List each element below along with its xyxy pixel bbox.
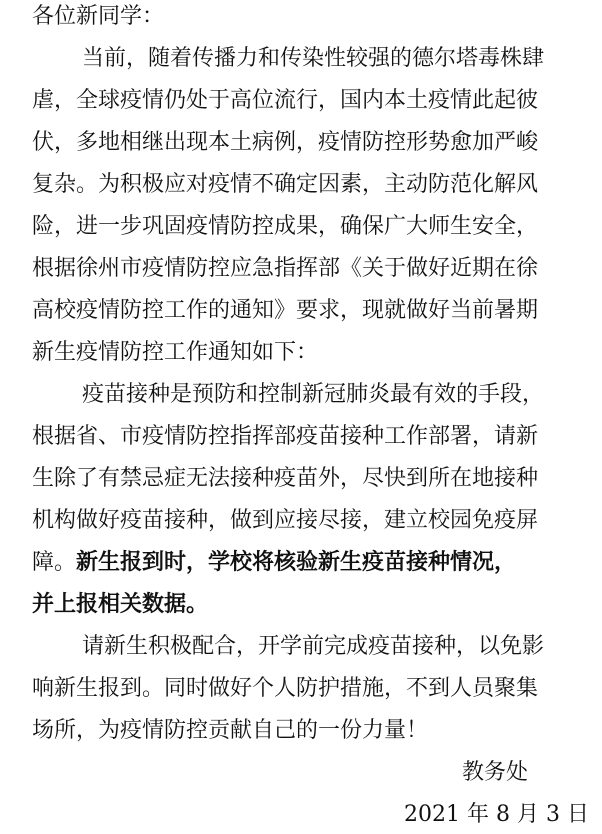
paragraph-3-line-3: 场所，为疫情防控贡献自己的一份力量！ — [32, 718, 429, 743]
paragraph-2-line-6-bold: 并上报相关数据。 — [32, 592, 209, 617]
paragraph-1-line-6: 根据徐州市疫情防控应急指挥部《关于做好近期在徐 — [32, 256, 539, 281]
paragraph-1-line-8: 新生疫情防控工作通知如下： — [32, 340, 319, 365]
salutation: 各位新同学： — [32, 4, 165, 29]
paragraph-2-line-2: 根据省、市疫情防控指挥部疫苗接种工作部署，请新 — [32, 424, 539, 449]
paragraph-2-line-5-normal: 障。 — [32, 550, 77, 575]
paragraph-2-line-1: 疫苗接种是预防和控制新冠肺炎最有效的手段， — [82, 382, 545, 407]
paragraph-1-line-4: 复杂。为积极应对疫情不确定因素，主动防范化解风 — [32, 172, 539, 197]
paragraph-2-line-5-bold: 新生报到时，学校将核验新生疫苗接种情况， — [76, 550, 517, 575]
paragraph-2-line-5 — [32, 548, 516, 578]
paragraph-1-line-2: 虐，全球疫情仍处于高位流行，国内本土疫情此起彼 — [32, 88, 539, 113]
paragraph-3-line-2: 响新生报到。同时做好个人防护措施，不到人员聚集 — [32, 676, 539, 701]
signature: 教务处 — [462, 760, 529, 785]
paragraph-3-line-1: 请新生积极配合，开学前完成疫苗接种，以免影 — [82, 634, 545, 659]
paragraph-1-line-3: 伏，多地相继出现本土病例，疫情防控形势愈加严峻 — [32, 130, 539, 155]
paragraph-1-line-7: 高校疫情防控工作的通知》要求，现就做好当前暑期 — [32, 298, 539, 323]
date: 2021 年 8 月 3 日 — [404, 802, 589, 827]
paragraph-1-line-1: 当前，随着传播力和传染性较强的德尔塔毒株肆 — [82, 46, 545, 71]
paragraph-2-line-4: 机构做好疫苗接种，做到应接尽接，建立校园免疫屏 — [32, 508, 539, 533]
paragraph-2-line-3: 生除了有禁忌症无法接种疫苗外，尽快到所在地接种 — [32, 466, 539, 491]
paragraph-1-line-5: 险，进一步巩固疫情防控成果，确保广大师生安全， — [32, 214, 539, 239]
